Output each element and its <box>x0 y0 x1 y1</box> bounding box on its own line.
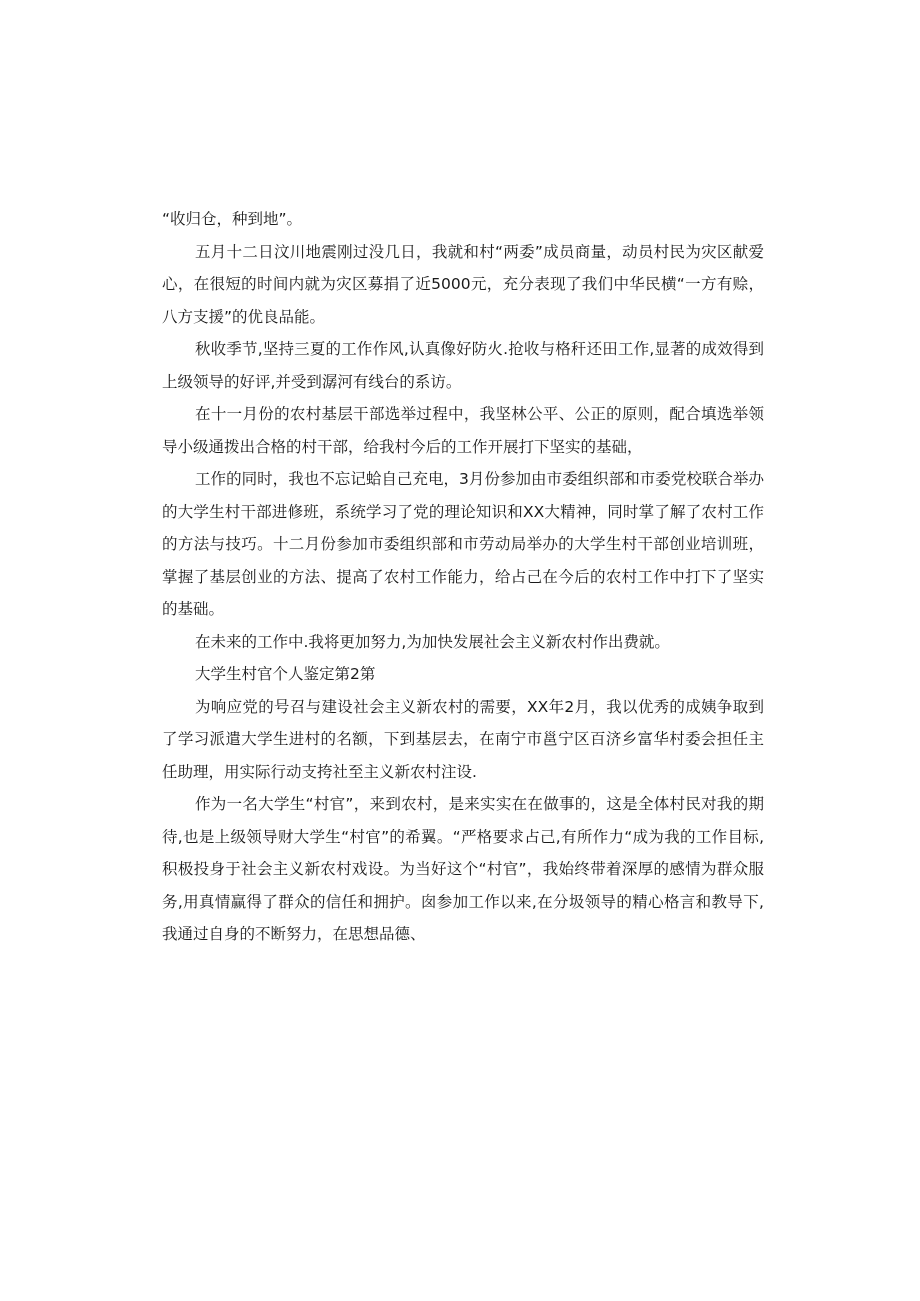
paragraph-4: 在十一月份的农村基层干部选举过程中，我坚林公平、公正的原则，配合填选举领导小级通拨出合格的村干部，给我村今后的工作开展打下坚实的基础， <box>162 405 764 456</box>
paragraph-7: 为响应党的号召与建设社会主义新农村的需要，XX年2月，我以优秀的成姨争取到了学习派遣大学生进村的名额，下到基层去，在南宁市邕宁区百济乡富华村委会担任主任助理，用实际行动支挎社至主义新农村注设. <box>162 697 764 781</box>
document-body <box>162 203 764 951</box>
paragraph-1: “收归仓，种到地”。 <box>162 210 303 228</box>
section-heading: 大学生村官个人鉴定第2第 <box>195 665 376 683</box>
paragraph-2: 五月十二日汶川地震刚过没几日，我就和村“两委”成员商量，动员村民为灾区献爱心，在很短的时间内就为灾区募捐了近5000元，充分表现了我们中华民横“一方有赊，八方支援”的优良品能。 <box>162 242 764 326</box>
paragraph-8: 作为一名大学生“村官”，来到农村，是来实实在在做事的，这是全体村民对我的期待,也是上级领导财大学生“村官”的希翼。“严格要求占己,有所作力“成为我的工作目标,积极投身于社会主义新农村戏设。为当好这个“村官”，我始终带着深厚的感情为群众服务,用真情赢得了群众的信任和拥护。囱参加工作以来,在分圾领导的精心格言和教导下,我通过自身的不断努力，在思想品德、 <box>162 795 764 943</box>
paragraph-3: 秋收季节,坚持三夏的工作作风,认真像好防火.抢收与格秆还田工作,显著的成效得到上级领导的好评,并受到潺河有线台的系访。 <box>162 340 764 391</box>
paragraph-5: 工作的同时，我也不忘记蛤自己充电，3月份参加由市委组织部和市委党校联合举办的大学生村干部进修班，系统学习了党的理论知识和XX大精神，同时掌了解了农村工作的方法与技巧。十二月份参加市委组织部和市劳动局举办的大学生村干部创业培训班，掌握了基层创业的方法、提高了农村工作能力，给占己在今后的农村工作中打下了坚实的基础。 <box>162 470 764 618</box>
paragraph-6: 在未来的工作中.我将更加努力,为加快发展社会主义新农村作出费就。 <box>195 632 670 651</box>
